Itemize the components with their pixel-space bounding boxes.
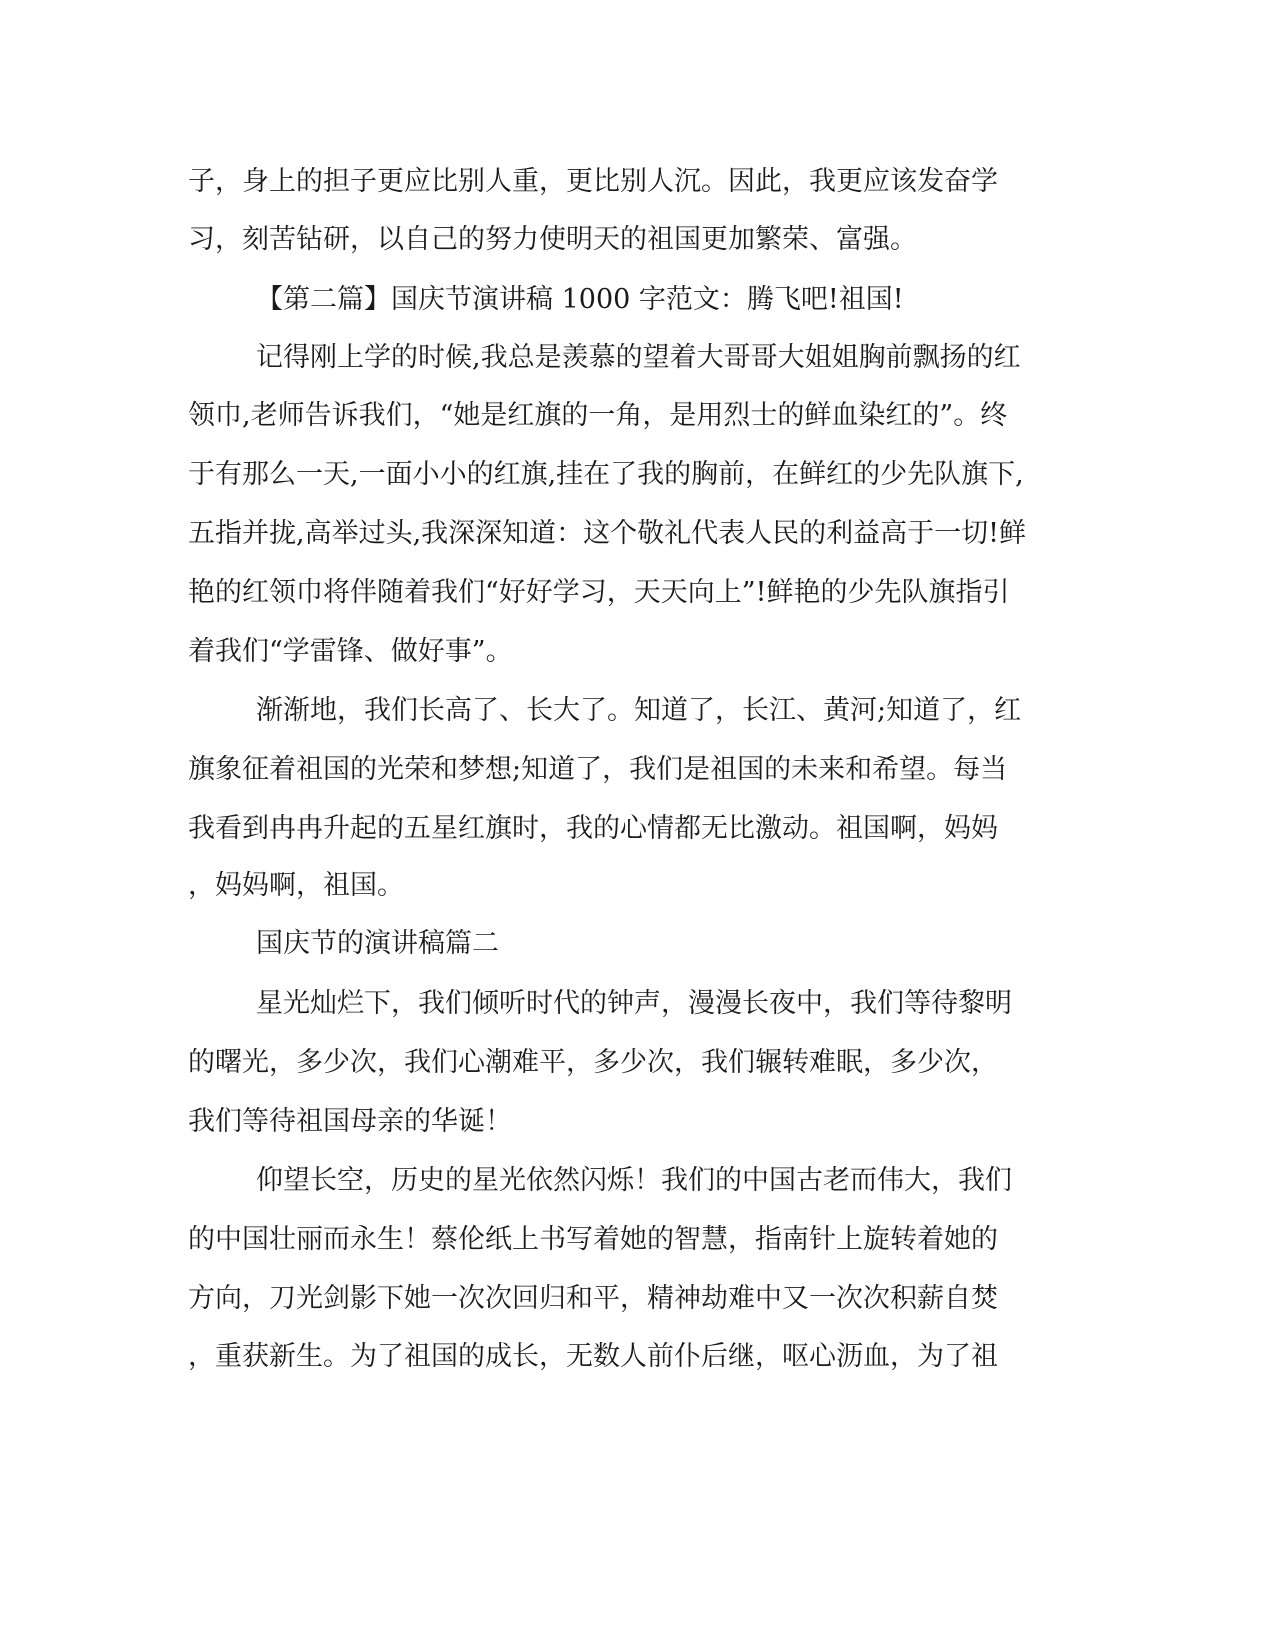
text-line: ，重获新生。为了祖国的成长，无数人前仆后继，呕心沥血，为了祖 <box>188 1341 998 1372</box>
text-line: 着我们“学雷锋、做好事”。 <box>188 636 513 667</box>
text-line: 记得刚上学的时候,我总是羡慕的望着大哥哥大姐姐胸前飘扬的红 <box>256 342 1021 373</box>
text-line: 习，刻苦钻研，以自己的努力使明天的祖国更加繁荣、富强。 <box>188 224 917 255</box>
text-line: 的中国壮丽而永生！蔡伦纸上书写着她的智慧，指南针上旋转着她的 <box>188 1224 998 1255</box>
text-line: 五指并拢,高举过头,我深深知道：这个敬礼代表人民的利益高于一切!鲜 <box>188 518 1027 549</box>
text-line: 我看到冉冉升起的五星红旗时，我的心情都无比激动。祖国啊，妈妈 <box>188 813 998 844</box>
text-line: 星光灿烂下，我们倾听时代的钟声，漫漫长夜中，我们等待黎明 <box>256 988 1012 1019</box>
text-line: 旗象征着祖国的光荣和梦想;知道了，我们是祖国的未来和希望。每当 <box>188 754 1008 785</box>
text-line: 我们等待祖国母亲的华诞！ <box>188 1106 512 1137</box>
section-heading: 国庆节的演讲稿篇二 <box>256 928 499 959</box>
text-line: 方向，刀光剑影下她一次次回归和平，精神劫难中又一次次积薪自焚 <box>188 1283 998 1314</box>
text-line: 领巾,老师告诉我们，“她是红旗的一角，是用烈士的鲜血染红的”。终 <box>188 400 1008 431</box>
text-line: 渐渐地，我们长高了、长大了。知道了，长江、黄河;知道了，红 <box>256 695 1022 726</box>
section-heading: 【第二篇】国庆节演讲稿 1000 字范文：腾飞吧!祖国! <box>256 284 904 315</box>
text-line: 于有那么一天,一面小小的红旗,挂在了我的胸前，在鲜红的少先队旗下, <box>188 459 1024 490</box>
text-line: 艳的红领巾将伴随着我们“好好学习，天天向上”!鲜艳的少先队旗指引 <box>188 577 1010 608</box>
text-line: ，妈妈啊，祖国。 <box>188 870 404 901</box>
text-line: 子，身上的担子更应比别人重，更比别人沉。因此，我更应该发奋学 <box>188 166 998 197</box>
text-line: 仰望长空，历史的星光依然闪烁！我们的中国古老而伟大，我们 <box>256 1165 1012 1196</box>
text-line: 的曙光，多少次，我们心潮难平，多少次，我们辗转难眠，多少次， <box>188 1047 998 1078</box>
